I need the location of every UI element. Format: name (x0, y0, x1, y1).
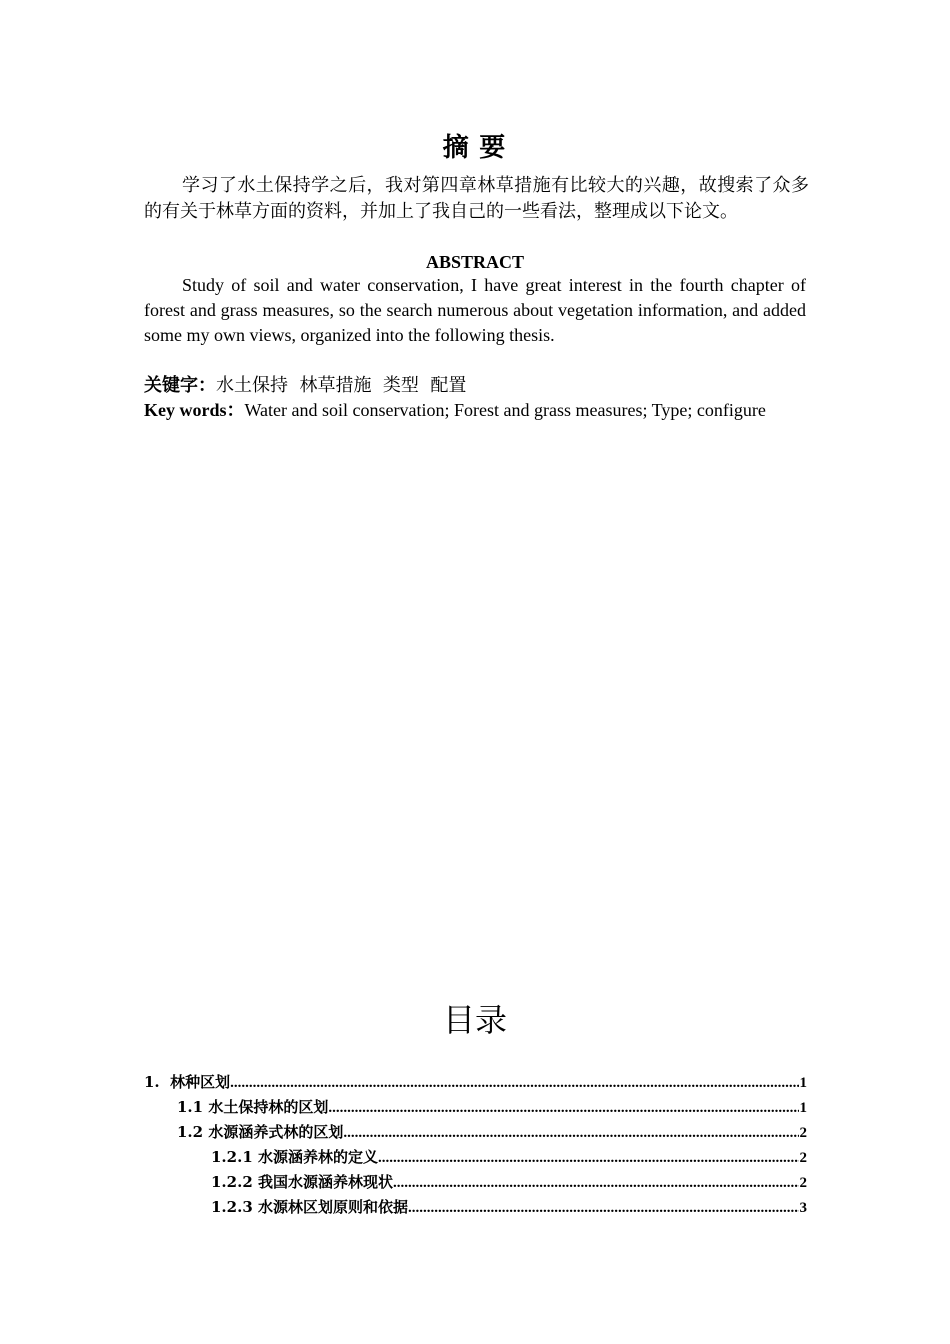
toc-leader-dots (230, 1072, 798, 1094)
toc-entry-label: 1.2.2 我国水源涵养林现状 (211, 1173, 393, 1191)
toc-entry-page: 3 (799, 1200, 807, 1216)
toc-entry[interactable] (211, 1146, 807, 1168)
toc-entry-label: 1. 林种区划 (144, 1073, 231, 1091)
toc-leader-dots (343, 1122, 798, 1144)
keywords-cn-label: 关键字： (144, 375, 216, 396)
keywords-cn (144, 373, 466, 398)
abstract-en-title: ABSTRACT (425, 252, 525, 272)
keywords-en (144, 398, 766, 423)
toc-entry-label: 1.1 水土保持林的区划 (177, 1098, 329, 1116)
toc-entry-page: 1 (799, 1100, 807, 1116)
abstract-cn-body: 学习了水土保持学之后，我对第四章林草措施有比较大的兴趣，故搜索了众多的有关于林草方面的资料，并加上了我自己的一些看法，整理成以下论文。 (144, 175, 809, 222)
toc-leader-dots (328, 1097, 798, 1119)
toc-entry-page: 1 (799, 1075, 807, 1091)
toc-entry[interactable] (177, 1096, 807, 1118)
toc-entry[interactable] (177, 1121, 807, 1143)
toc-entry-label: 1.2 水源涵养式林的区划 (177, 1123, 344, 1141)
toc-entry[interactable] (211, 1196, 807, 1218)
abstract-en-body: Study of soil and water conservation, I have great interest in the fourth chapter of forest and grass measures, so the search numerous about vegetation information, and added some my own views, organized into the following thesis. (144, 275, 806, 345)
toc-entry-page: 2 (799, 1125, 807, 1141)
toc-entry-page: 2 (799, 1150, 807, 1166)
toc-entry[interactable] (211, 1171, 807, 1193)
toc-entry-label: 1.2.3 水源林区划原则和依据 (211, 1198, 408, 1216)
toc-entry-page: 2 (799, 1175, 807, 1191)
toc-leader-dots (408, 1197, 799, 1219)
toc-entry[interactable] (144, 1071, 807, 1093)
keywords-en-label: Key words： (144, 400, 245, 420)
keywords-cn-value: 水土保持 林草措施 类型 配置 (216, 375, 467, 396)
abstract-cn-title: 摘 要 (442, 133, 508, 162)
toc-leader-dots (378, 1147, 799, 1169)
toc-title: 目录 (442, 1001, 507, 1039)
toc-entry-label: 1.2.1 水源涵养林的定义 (211, 1148, 378, 1166)
toc-leader-dots (393, 1172, 799, 1194)
keywords-en-value: Water and soil conservation; Forest and grass measures; Type; configure (244, 400, 766, 420)
